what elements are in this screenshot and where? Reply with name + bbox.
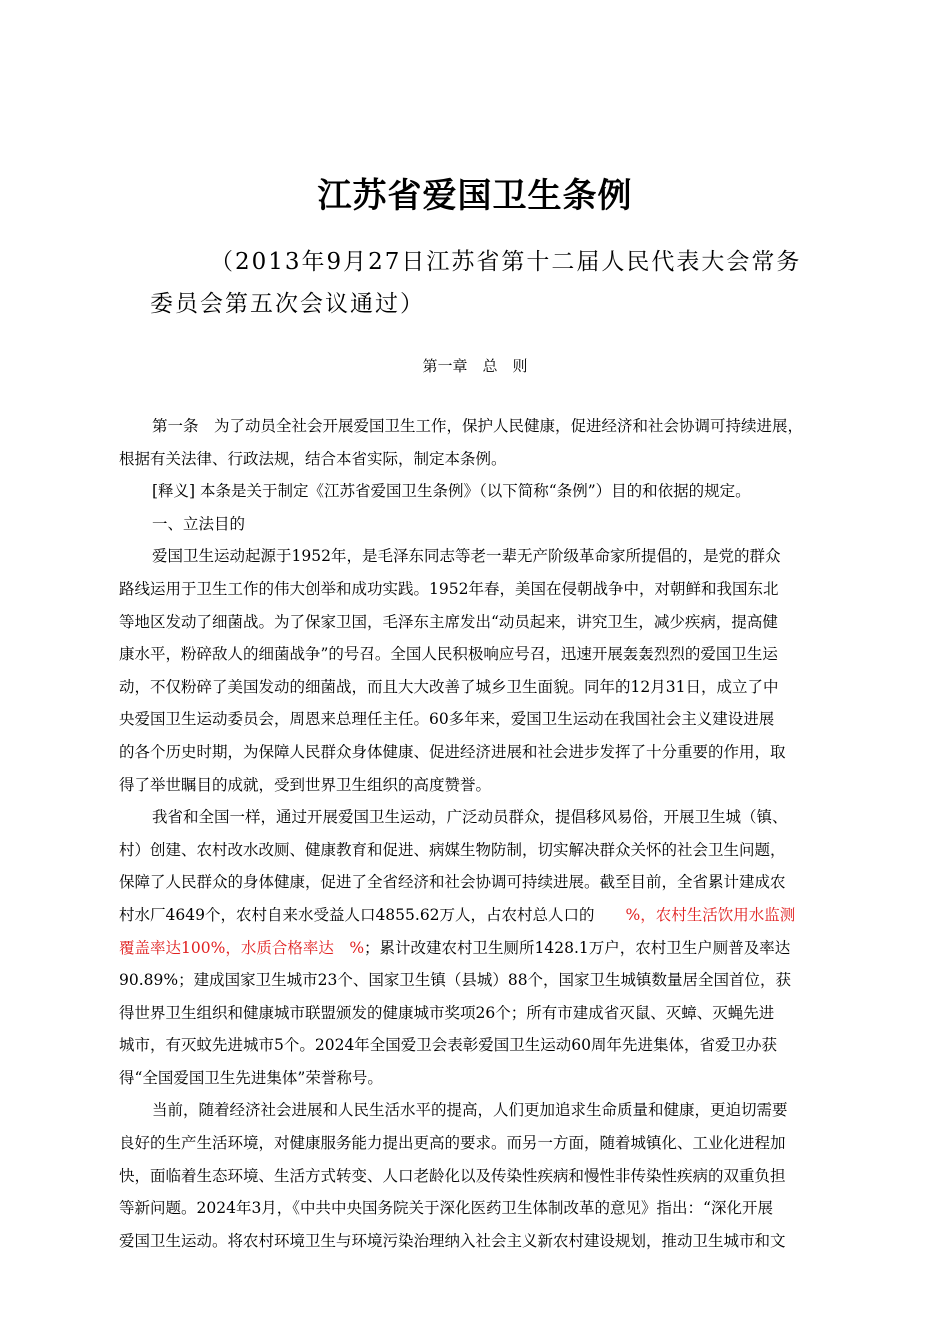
text-line — [119, 703, 849, 736]
text-line — [119, 899, 849, 932]
text-segment: 等地区发动了细菌战。为了保家卫国，毛泽东主席发出“动员起来，讲究卫生，减少疾病，提高健 — [119, 612, 778, 631]
text-line — [119, 1127, 849, 1160]
text-segment: 等新问题。2024年3月，《中共中央国务院关于深化医药卫生体制改革的意见》指出：“深化开展 — [119, 1199, 773, 1218]
text-segment: 90.89%；建成国家卫生城市23个、国家卫生镇（县城）88个，国家卫生城镇数量居全国首位，获 — [119, 971, 792, 990]
text-segment: 路线运用于卫生工作的伟大创举和成功实践。1952年春，美国在侵朝战争中，对朝鲜和我国东北 — [119, 579, 779, 598]
text-line — [119, 540, 849, 573]
text-line — [119, 606, 849, 639]
text-line — [119, 508, 849, 541]
text-line — [119, 638, 849, 671]
text-segment: 保障了人民群众的身体健康，促进了全省经济和社会协调可持续进展。截至目前，全省累计建成农 — [119, 873, 786, 892]
text-line — [119, 1160, 849, 1193]
text-segment: 爱国卫生运动。将农村环境卫生与环境污染治理纳入社会主义新农村建设规划，推动卫生城市和文 — [119, 1231, 786, 1250]
text-segment: 良好的生产生活环境，对健康服务能力提出更高的要求。而另一方面，随着城镇化、工业化进程加 — [119, 1134, 786, 1153]
text-line — [119, 1225, 849, 1258]
text-segment: 村水厂4649个，农村自来水受益人口4855.62万人，占农村总人口的 — [119, 905, 626, 924]
text-segment: 当前，随着经济社会进展和人民生活水平的提高，人们更加追求生命质量和健康，更迫切需要 — [152, 1101, 788, 1120]
text-segment: 我省和全国一样，通过开展爱国卫生运动，广泛动员群众，提倡移风易俗，开展卫生城（镇、 — [152, 808, 788, 827]
text-segment: 康水平，粉碎敌人的细菌战争”的号召。全国人民积极响应号召，迅速开展轰轰烈烈的爱国卫生运 — [119, 645, 778, 664]
highlighted-text: %，农村生活饮用水监测 — [625, 905, 796, 924]
text-segment: 得世界卫生组织和健康城市联盟颁发的健康城市奖项26个；所有市建成省灭鼠、灭蟑、灭蝇先进 — [119, 1003, 775, 1022]
text-line — [119, 736, 849, 769]
text-line — [119, 1192, 849, 1225]
text-line — [119, 866, 849, 899]
text-line — [119, 1094, 849, 1127]
text-segment: 根据有关法律、行政法规，结合本省实际，制定本条例。 — [119, 449, 507, 468]
document-title: 江苏省爱国卫生条例 — [317, 176, 633, 216]
text-line — [119, 769, 849, 802]
text-segment: 央爱国卫生运动委员会，周恩来总理任主任。60多年来，爱国卫生运动在我国社会主义建设进展 — [119, 710, 775, 729]
text-line — [119, 932, 849, 965]
text-segment: 村）创建、农村改水改厕、健康教育和促进、病媒生物防制，切实解决群众关怀的社会卫生问题， — [119, 840, 786, 859]
text-segment: 城市，有灭蚊先进城市5个。2024年全国爱卫会表彰爱国卫生运动60周年先进集体，省爱卫办获 — [119, 1036, 778, 1055]
text-line — [119, 997, 849, 1030]
text-line — [119, 1062, 849, 1095]
text-line — [119, 964, 849, 997]
highlighted-text: 覆盖率达100%，水质合格率达 % — [119, 938, 365, 957]
text-line — [119, 834, 849, 867]
text-segment: [释义] 本条是关于制定《江苏省爱国卫生条例》（以下简称“条例”）目的和依据的规定。 — [152, 482, 751, 501]
text-segment: 一、立法目的 — [152, 514, 246, 533]
text-segment: ；累计改建农村卫生厕所1428.1万户，农村卫生户厕普及率达 — [364, 938, 791, 957]
text-line — [119, 801, 849, 834]
text-line — [119, 410, 849, 443]
text-line — [119, 443, 849, 476]
subtitle-line-2: 委员会第五次会议通过） — [150, 291, 425, 317]
text-segment: 得“全国爱国卫生先进集体”荣誉称号。 — [119, 1068, 383, 1087]
text-segment: 得了举世瞩目的成就，受到世界卫生组织的高度赞誉。 — [119, 775, 492, 794]
text-segment: 第一条 为了动员全社会开展爱国卫生工作，保护人民健康，促进经济和社会协调可持续进展， — [152, 417, 804, 435]
text-segment: 快，面临着生态环境、生活方式转变、人口老龄化以及传染性疾病和慢性非传染性疾病的双重负担 — [119, 1166, 786, 1185]
chapter-heading: 第一章 总 则 — [422, 357, 528, 375]
text-line — [119, 1029, 849, 1062]
text-line — [119, 573, 849, 606]
text-segment: 爱国卫生运动起源于1952年，是毛泽东同志等老一辈无产阶级革命家所提倡的，是党的群众 — [152, 547, 781, 566]
text-line — [119, 475, 849, 508]
body-text — [119, 410, 849, 1257]
text-segment: 的各个历史时期，为保障人民群众身体健康、促进经济进展和社会进步发挥了十分重要的作用，取 — [119, 742, 786, 761]
text-line — [119, 671, 849, 704]
subtitle-line-1: （2013年9月27日江苏省第十二届人民代表大会常务 — [210, 249, 802, 275]
text-segment: 动，不仅粉碎了美国发动的细菌战，而且大大改善了城乡卫生面貌。同年的12月31日，成立了中 — [119, 677, 779, 696]
